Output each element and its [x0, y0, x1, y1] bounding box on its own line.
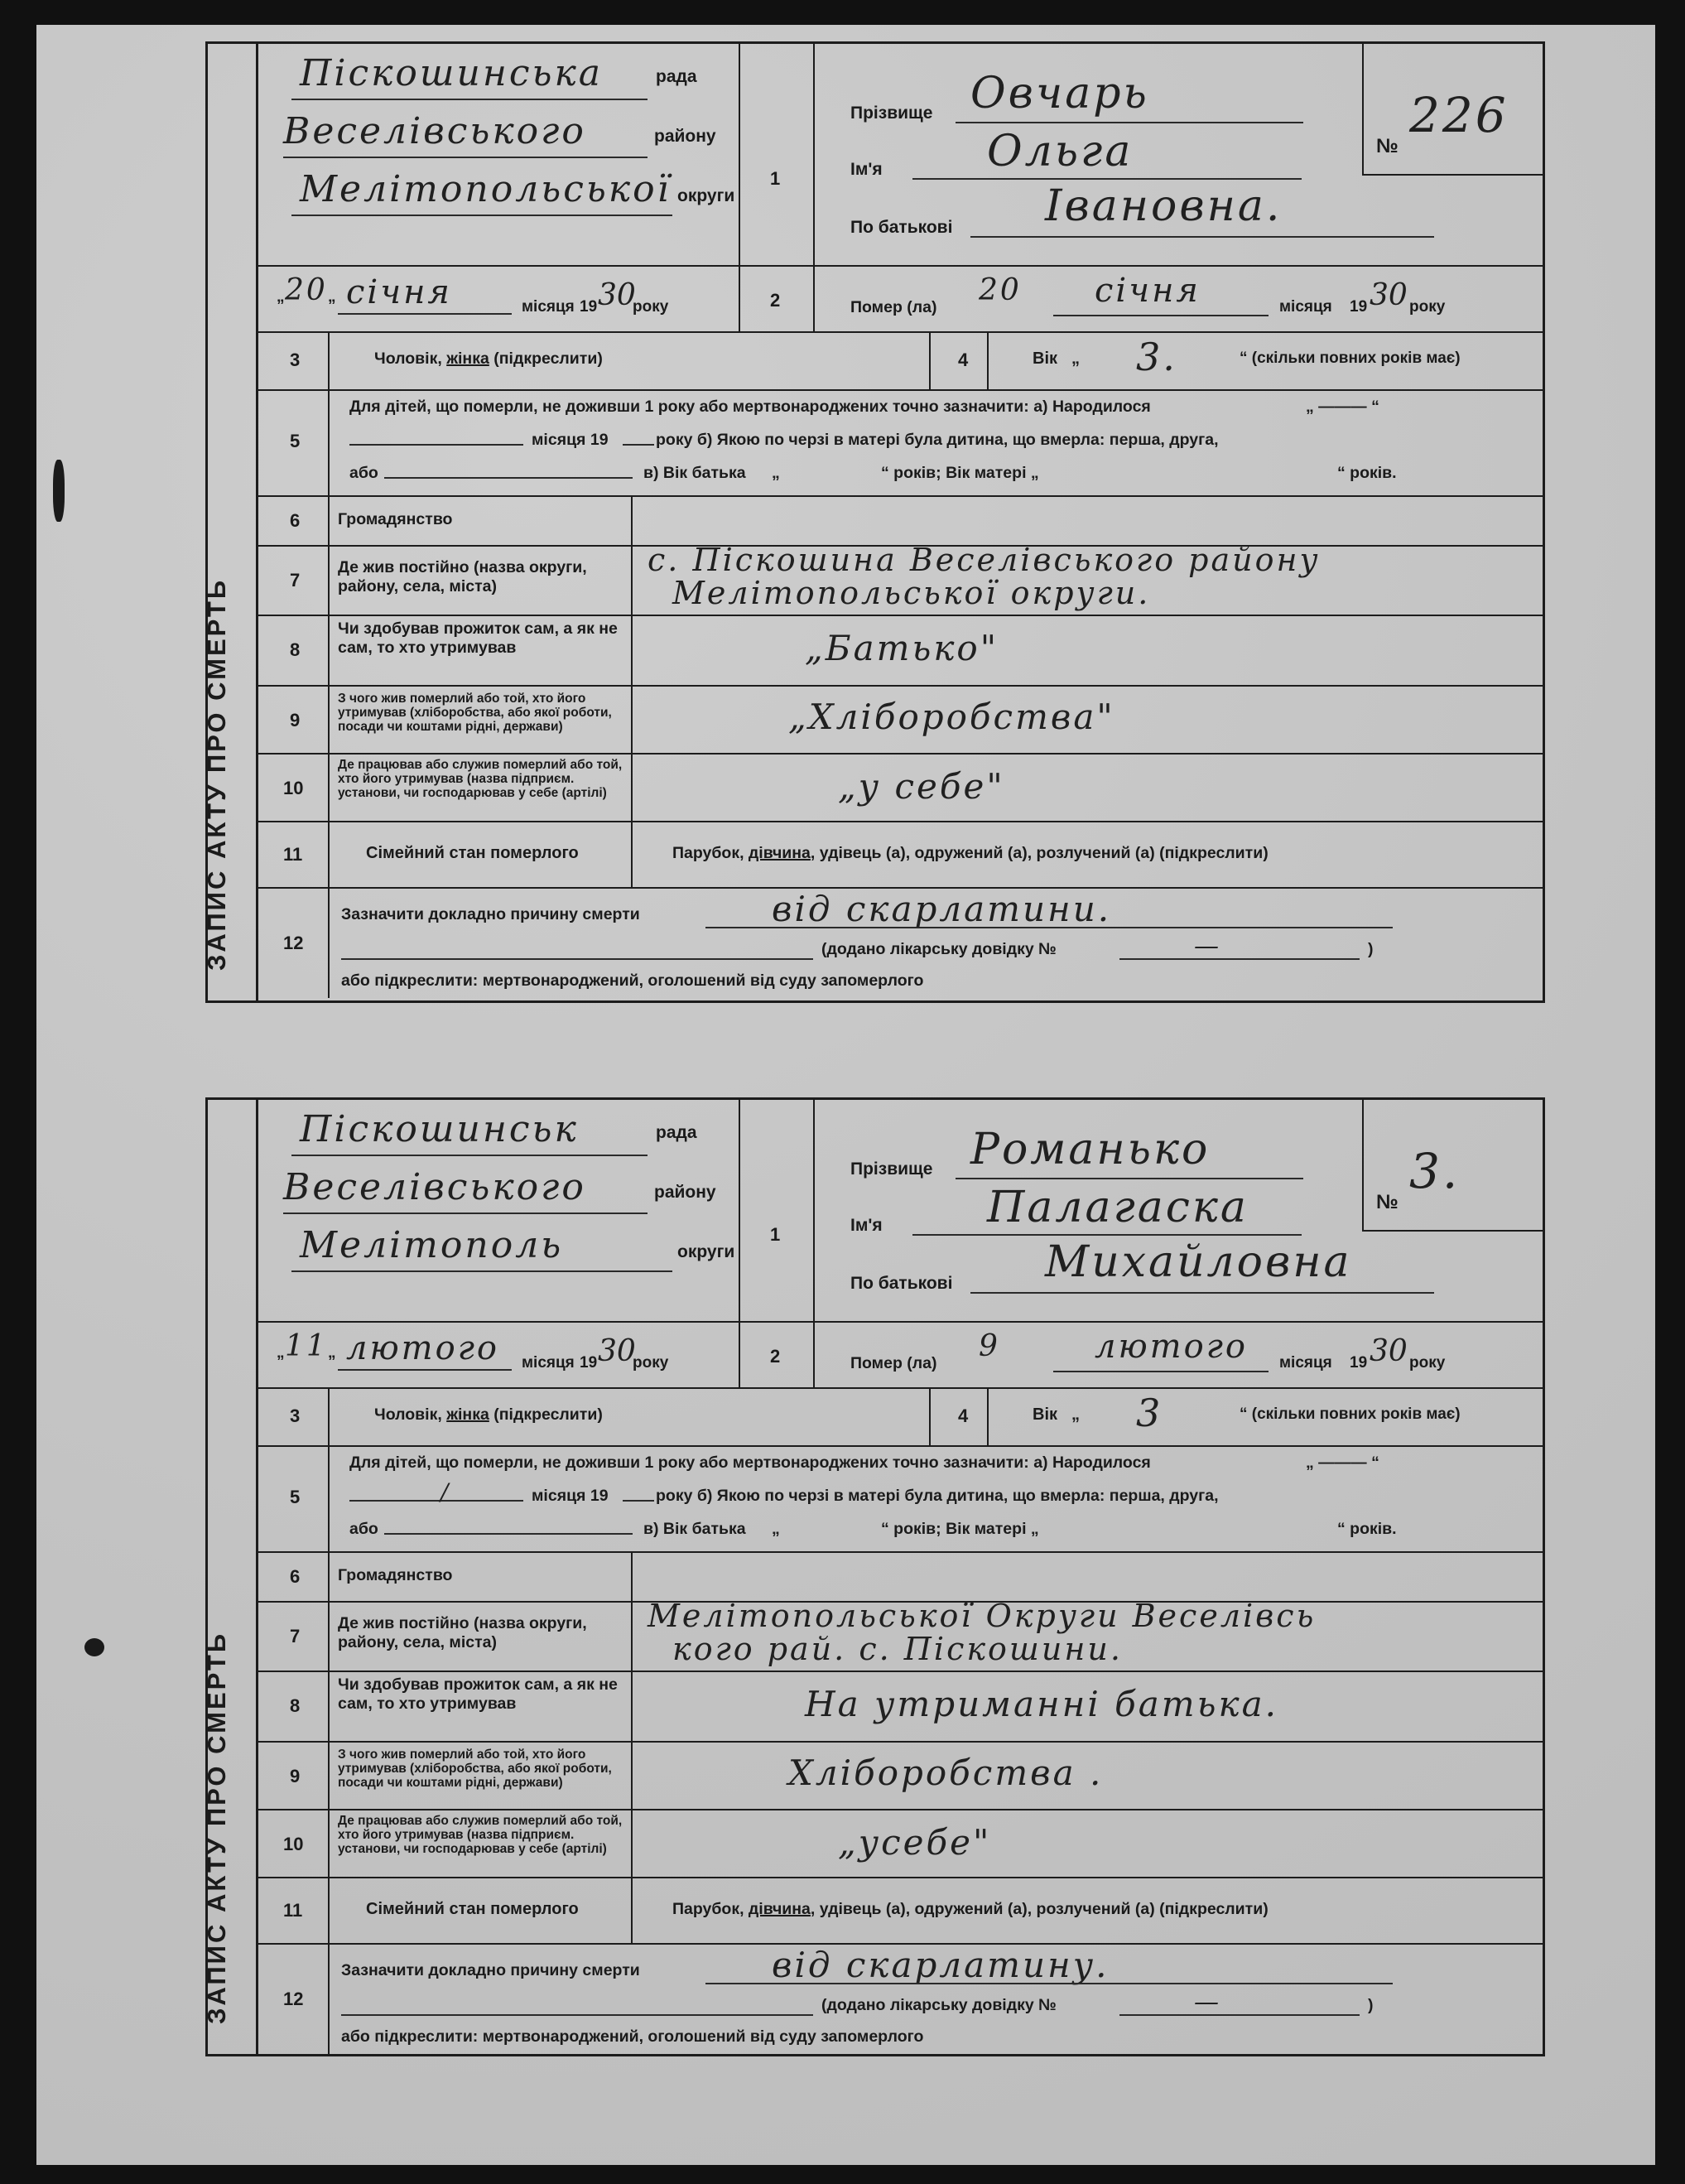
reg-month-line — [338, 313, 512, 315]
death-year-prefix: 19 — [1350, 1354, 1368, 1372]
divider — [631, 615, 633, 685]
age-label: Вік — [1033, 1405, 1058, 1424]
work-label: Де працював або служив померлий або той, хто його утримував (назва підприєм. установи, чи господарював у себе (артілі) — [338, 758, 623, 800]
divider — [328, 545, 330, 615]
residence-label: Де жив постійно (назва округи, району, села, міста) — [338, 558, 587, 595]
sex-suffix: (підкреслити) — [493, 350, 603, 368]
born-year-line — [623, 444, 654, 446]
row-number: 8 — [290, 639, 301, 660]
sex-field — [374, 1405, 603, 1425]
order-line — [384, 1533, 633, 1535]
livelihood-row — [258, 685, 1543, 755]
row-number: 2 — [770, 290, 781, 311]
cert-close: ) — [1368, 1996, 1374, 2014]
divider — [328, 615, 330, 685]
row-number: 3 — [290, 1405, 301, 1426]
surname-line — [956, 1178, 1303, 1179]
rada-line — [291, 1155, 648, 1156]
death-record-1 — [202, 41, 1545, 1003]
divider — [631, 1877, 633, 1943]
marital-row — [258, 821, 1543, 889]
work-label: Де працював або служив померлий або той, хто його утримував (назва підприєм. установи, чи господарював у себе (артілі) — [338, 1814, 623, 1856]
divider — [631, 685, 633, 753]
surname-line — [956, 122, 1303, 123]
citizenship-label: Громадянство — [338, 510, 453, 528]
citizenship-row — [258, 495, 1543, 547]
marital-selected: дівчина — [748, 1900, 811, 1918]
divider — [739, 1100, 740, 1321]
divider — [631, 753, 633, 821]
citizenship-row — [258, 1551, 1543, 1603]
header-block — [258, 44, 1543, 267]
divider — [739, 44, 740, 265]
residence-label: Де жив постійно (назва округи, району, села, міста) — [338, 1614, 587, 1651]
cause-label: Зазначити докладно причину смерти — [341, 905, 640, 923]
infant-line-2b: року б) Якою по черзі в матері була дитина, що вмерла: перша, друга, — [656, 431, 1219, 449]
rayon-label: району — [654, 1183, 716, 1202]
death-year-prefix: 19 — [1350, 298, 1368, 316]
row-number: 1 — [770, 1224, 781, 1245]
cert-close: ) — [1368, 940, 1374, 958]
order-line — [384, 477, 633, 479]
cert-label: (додано лікарську довідку № — [821, 1996, 1057, 2014]
stillborn-label: або підкреслити: мертвонароджений, оголошений від суду запомерлого — [341, 971, 924, 990]
cert-value: — — [1194, 1988, 1221, 2017]
month-label: місяця — [522, 1354, 575, 1372]
infant-line-2a: місяця 19 — [532, 1487, 609, 1505]
rada-label: рада — [656, 1123, 697, 1142]
divider — [813, 44, 815, 265]
work-row — [258, 1809, 1543, 1878]
number-label: № — [1376, 135, 1399, 157]
okruha-label: округи — [677, 186, 735, 205]
divider — [328, 1671, 330, 1741]
death-day: 9 — [979, 1329, 1000, 1363]
sex-selected: жінка — [446, 1405, 489, 1424]
divider — [813, 1321, 815, 1387]
rayon-label: району — [654, 127, 716, 146]
born-value: / — [441, 1478, 451, 1506]
surname-value: Овчарь — [970, 69, 1149, 118]
age-value: 3 — [1136, 1391, 1163, 1435]
cause-line — [705, 1983, 1393, 1984]
reg-year-value: 30 — [598, 278, 636, 312]
month-label: місяця — [1279, 1354, 1332, 1372]
vertical-title-column: ЗАПИС АКТУ ПРО СМЕРТЬ — [208, 1100, 258, 2054]
work-value: „усебе" — [838, 1822, 992, 1863]
record-number: 226 — [1409, 87, 1509, 143]
row-number: 5 — [290, 431, 301, 451]
binding-hole — [53, 460, 65, 522]
reg-year-prefix: 19 — [580, 1354, 598, 1372]
rayon-value: Веселівського — [283, 110, 586, 152]
divider — [987, 331, 989, 389]
reg-day: 20 — [285, 273, 328, 307]
divider — [328, 1943, 330, 2054]
stillborn-label: або підкреслити: мертвонароджений, оголошений від суду запомерлого — [341, 2027, 924, 2046]
marital-selected: дівчина — [748, 844, 811, 862]
surname-label: Прізвище — [850, 1159, 933, 1179]
patronymic-line — [970, 236, 1434, 238]
row-number: 3 — [290, 350, 301, 370]
infant-line-2b: року б) Якою по черзі в матері була дитина, що вмерла: перша, друга, — [656, 1487, 1219, 1505]
livelihood-label: З чого жив померлий або той, хто його утримував (хліборобства, або якої роботи, посади чи коштами рідні, держави) — [338, 692, 612, 734]
name-line — [912, 1234, 1302, 1236]
cause-line-2 — [341, 2014, 813, 2016]
rayon-line — [283, 1213, 648, 1214]
infant-line-1: Для дітей, що померли, не доживши 1 року або мертвонароджених точно зазначити: а) Народилося — [349, 1454, 1151, 1472]
infant-line-3a: або — [349, 1520, 378, 1538]
support-label: Чи здобував прожиток сам, а як не сам, то хто утримував — [338, 1675, 618, 1713]
row-number: 6 — [290, 510, 301, 531]
divider — [328, 821, 330, 887]
row-number: 10 — [283, 778, 304, 798]
row-number: 5 — [290, 1487, 301, 1507]
age-suffix: “ (скільки повних років має) — [1240, 1405, 1461, 1423]
infant-line-3b: в) Вік батька — [643, 464, 746, 482]
row-number: 4 — [958, 350, 969, 370]
sex-suffix: (підкреслити) — [493, 1405, 603, 1424]
divider — [328, 887, 330, 998]
livelihood-value: Хліборобства . — [788, 1753, 1104, 1793]
infant-row: 5 Для дітей, що померли, не доживши 1 року або мертвонароджених точно зазначити: а) Народилося „ ——— “ місяця 19 року б) Якою по черзі в матері була дитина, що вмерла: перша, друга, або в) Вік батька „ “ років; Вік матері „ “ років. — [258, 389, 1543, 497]
okruha-value: Мелітополь — [300, 1224, 564, 1266]
rada-label: рада — [656, 67, 697, 86]
row-number: 12 — [283, 933, 304, 953]
sex-prefix: Чоловік, — [374, 350, 442, 368]
patronymic-label: По батькові — [850, 218, 953, 237]
age-suffix: “ (скільки повних років має) — [1240, 350, 1461, 367]
divider — [631, 1601, 633, 1671]
divider — [328, 495, 330, 545]
cert-line — [1119, 958, 1360, 960]
divider — [813, 1100, 815, 1321]
sex-age-row: 3 Чоловік, жінка (підкреслити) 4 Вік „ 3. “ (скільки повних років має) — [258, 331, 1543, 391]
year-label: року — [633, 298, 669, 316]
okruha-line — [291, 215, 672, 216]
okruha-label: округи — [677, 1242, 735, 1261]
reg-month-line — [338, 1369, 512, 1371]
divider — [631, 495, 633, 545]
divider — [328, 331, 330, 389]
death-label: Помер (ла) — [850, 1354, 937, 1372]
cert-line — [1119, 2014, 1360, 2016]
marital-label: Сімейний стан померлого — [366, 1900, 579, 1918]
marital-row — [258, 1877, 1543, 1945]
infant-line-3c: “ років; Вік матері „ — [881, 1520, 1039, 1538]
cause-row — [258, 887, 1543, 998]
row-number: 11 — [283, 1900, 303, 1921]
name-value: Палагаска — [987, 1183, 1249, 1232]
row-number: 7 — [290, 570, 301, 591]
livelihood-row — [258, 1741, 1543, 1810]
okruha-value: Мелітопольської — [300, 168, 672, 210]
divider — [328, 1809, 330, 1877]
infant-line-3c: “ років; Вік матері „ — [881, 464, 1039, 482]
infant-line-3a: або — [349, 464, 378, 482]
residence-line-1: с. Піскошина Веселівського району — [648, 542, 1321, 578]
patronymic-label: По батькові — [850, 1274, 953, 1293]
divider — [328, 1445, 330, 1551]
support-value: На утриманні батька. — [805, 1684, 1278, 1724]
rada-value: Піскошинська — [300, 52, 603, 94]
surname-label: Прізвище — [850, 104, 933, 123]
rada-line — [291, 99, 648, 100]
divider — [987, 1387, 989, 1445]
divider — [328, 1551, 330, 1601]
row-number: 2 — [770, 1346, 781, 1367]
divider — [328, 1877, 330, 1943]
year-label: року — [1409, 1354, 1446, 1372]
marital-options: Парубок, дівчина, удівець (а), одружений (а), розлучений (а) (підкреслити) — [672, 1900, 1269, 1918]
divider — [813, 265, 815, 331]
rayon-line — [283, 157, 648, 158]
rada-value: Піскошинськ — [300, 1108, 579, 1150]
name-line — [912, 178, 1302, 180]
infant-line-1: Для дітей, що померли, не доживши 1 року або мертвонароджених точно зазначити: а) Народилося — [349, 398, 1151, 416]
infant-line-3d: “ років. — [1337, 464, 1397, 482]
livelihood-value: „Хліборобства" — [788, 697, 1115, 737]
marital-options: Парубок, дівчина, удівець (а), одружений (а), розлучений (а) (підкреслити) — [672, 844, 1269, 862]
dates-row: „ 11 „ лютого місяця 19 30 року 2 Помер (ла) 9 лютого місяця 19 30 року — [258, 1321, 1543, 1389]
citizenship-label: Громадянство — [338, 1566, 453, 1584]
name-value: Ольга — [987, 127, 1134, 176]
divider — [739, 1321, 740, 1387]
work-row — [258, 753, 1543, 822]
name-label: Ім'я — [850, 160, 883, 179]
livelihood-label: З чого жив померлий або той, хто його утримував (хліборобства, або якої роботи, посади чи коштами рідні, держави) — [338, 1748, 612, 1790]
okruha-line — [291, 1270, 672, 1272]
rayon-value: Веселівського — [283, 1166, 586, 1208]
death-month: січня — [1095, 272, 1201, 310]
divider — [631, 1741, 633, 1809]
divider — [328, 1387, 330, 1445]
age-value: 3. — [1136, 335, 1177, 379]
divider — [631, 821, 633, 887]
record-number: 3. — [1409, 1143, 1461, 1199]
death-label: Помер (ла) — [850, 298, 937, 316]
born-day-line — [349, 444, 523, 446]
support-label: Чи здобував прожиток сам, а як не сам, то хто утримував — [338, 620, 618, 657]
cause-line — [705, 927, 1393, 928]
death-year-value: 30 — [1370, 278, 1408, 312]
cause-label: Зазначити докладно причину смерти — [341, 1961, 640, 1979]
age-label: Вік — [1033, 350, 1058, 368]
row-number: 11 — [283, 844, 303, 865]
divider — [739, 265, 740, 331]
record-body — [258, 44, 1543, 1000]
residence-row — [258, 1598, 1543, 1672]
divider — [631, 545, 633, 615]
support-value: „Батько" — [805, 628, 999, 668]
sex-field — [374, 350, 603, 369]
marital-label: Сімейний стан померлого — [366, 844, 579, 862]
reg-year-value: 30 — [598, 1334, 636, 1368]
residence-line-2: кого рай. с. Піскошини. — [672, 1631, 1123, 1667]
patronymic-value: Михайловна — [1045, 1237, 1352, 1287]
death-record-2 — [202, 1097, 1545, 2056]
number-label: № — [1376, 1191, 1399, 1213]
document-sheet — [36, 25, 1655, 2165]
month-label: місяця — [522, 298, 575, 316]
divider — [328, 389, 330, 495]
death-year-value: 30 — [1370, 1334, 1408, 1368]
year-label: року — [1409, 298, 1446, 316]
record-body — [258, 1100, 1543, 2054]
row-number: 12 — [283, 1989, 304, 2009]
row-number: 4 — [958, 1405, 969, 1426]
row-number: 9 — [290, 710, 301, 730]
month-label: місяця — [1279, 298, 1332, 316]
divider — [631, 1551, 633, 1601]
death-month-line — [1053, 1371, 1269, 1372]
support-row — [258, 615, 1543, 687]
divider — [328, 1601, 330, 1671]
death-month: лютого — [1095, 1328, 1248, 1366]
death-day: 20 — [979, 273, 1022, 307]
row-number: 10 — [283, 1834, 304, 1854]
row-number: 7 — [290, 1626, 301, 1646]
name-label: Ім'я — [850, 1216, 883, 1235]
sex-age-row: 3 Чоловік, жінка (підкреслити) 4 Вік „ 3 “ (скільки повних років має) — [258, 1387, 1543, 1447]
reg-year-prefix: 19 — [580, 298, 598, 316]
infant-line-3d: “ років. — [1337, 1520, 1397, 1538]
residence-row — [258, 542, 1543, 616]
cause-row — [258, 1943, 1543, 2054]
header-block — [258, 1100, 1543, 1323]
sex-selected: жінка — [446, 350, 489, 368]
divider — [328, 753, 330, 821]
born-year-line — [623, 1500, 654, 1502]
residence-line-2: Мелітопольської округи. — [672, 575, 1151, 611]
infant-line-2a: місяця 19 — [532, 431, 609, 449]
patronymic-value: Івановна. — [1045, 181, 1283, 231]
cause-value: від скарлатини. — [772, 889, 1112, 929]
residence-line-1: Мелітопольської Округи Веселівсь — [648, 1598, 1317, 1634]
cause-line-2 — [341, 958, 813, 960]
reg-day: 11 — [285, 1329, 328, 1363]
dates-row: „ 20 „ січня місяця 19 30 року 2 Помер (ла) 20 січня місяця 19 30 року — [258, 265, 1543, 333]
vertical-title-column: ЗАПИС АКТУ ПРО СМЕРТЬ — [208, 44, 258, 1000]
work-value: „у себе" — [838, 766, 1005, 807]
divider — [929, 1387, 931, 1445]
patronymic-line — [970, 1292, 1434, 1294]
sex-prefix: Чоловік, — [374, 1405, 442, 1424]
reg-month: лютого — [346, 1329, 499, 1367]
row-number: 6 — [290, 1566, 301, 1587]
born-day-line — [349, 1500, 523, 1502]
infant-line-3b: в) Вік батька — [643, 1520, 746, 1538]
surname-value: Романько — [970, 1125, 1211, 1174]
divider — [631, 1809, 633, 1877]
row-number: 8 — [290, 1695, 301, 1716]
death-month-line — [1053, 315, 1269, 316]
row-number: 1 — [770, 168, 781, 189]
ink-blot — [84, 1638, 104, 1656]
reg-month: січня — [346, 273, 452, 311]
row-number: 9 — [290, 1766, 301, 1786]
cause-value: від скарлатину. — [772, 1945, 1110, 1985]
divider — [328, 685, 330, 753]
cert-value: — — [1194, 932, 1221, 961]
divider — [328, 1741, 330, 1809]
support-row — [258, 1671, 1543, 1743]
year-label: року — [633, 1354, 669, 1372]
infant-row: 5 Для дітей, що померли, не доживши 1 року або мертвонароджених точно зазначити: а) Народилося „ ——— “ / місяця 19 року б) Якою по черзі в матері була дитина, що вмерла: перша, друга, або в) Вік батька „ “ років; Вік матері „ “ років. — [258, 1445, 1543, 1553]
cert-label: (додано лікарську довідку № — [821, 940, 1057, 958]
divider — [929, 331, 931, 389]
divider — [631, 1671, 633, 1741]
